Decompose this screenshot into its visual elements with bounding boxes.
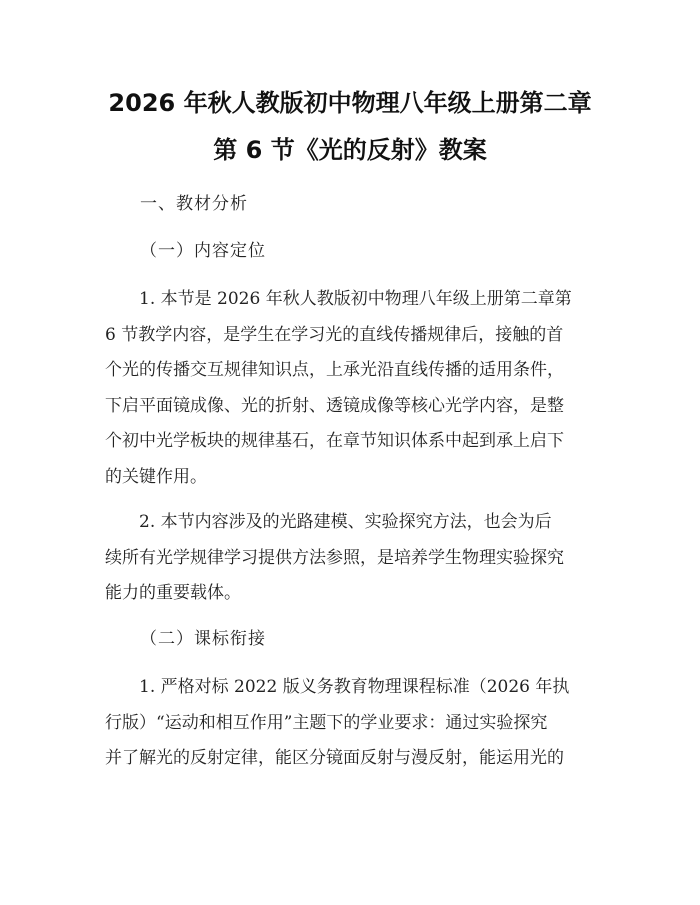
document-title-line-2: 第 6 节《光的反射》教案 (213, 136, 487, 164)
paragraph-line: 的关键作用。 (105, 466, 207, 487)
paragraph-line: 能力的重要载体。 (105, 583, 241, 603)
paragraph-line: 下启平面镜成像、光的折射、透镜成像等核心光学内容，是整 (105, 395, 564, 416)
paragraph-line: 续所有光学规律学习提供方法参照，是培养学生物理实验探究 (105, 547, 564, 568)
paragraph-curriculum-alignment-1 (105, 670, 605, 777)
subsection-heading-content-positioning: （一）内容定位 (140, 241, 266, 261)
paragraph-content-positioning-2 (105, 505, 605, 612)
paragraph-line: 个光的传播交互规律知识点，上承光沿直线传播的适用条件， (105, 360, 564, 380)
document-title-line-1: 2026 年秋人教版初中物理八年级上册第二章 (108, 89, 592, 117)
paragraph-line: 1. 本节是 2026 年秋人教版初中物理八年级上册第二章第 (139, 289, 572, 309)
subsection-heading-curriculum-alignment: （二）课标衔接 (140, 629, 266, 649)
paragraph-line: 个初中光学板块的规律基石，在章节知识体系中起到承上启下 (105, 431, 564, 451)
paragraph-line: 6 节教学内容，是学生在学习光的直线传播规律后，接触的首 (105, 324, 564, 345)
paragraph-content-positioning-1 (105, 282, 605, 495)
section-heading-textbook-analysis: 一、教材分析 (140, 194, 248, 214)
paragraph-line: 行版）“运动和相互作用”主题下的学业要求：通过实验探究 (105, 712, 548, 733)
paragraph-line: 并了解光的反射定律，能区分镜面反射与漫反射，能运用光的 (105, 748, 564, 768)
paragraph-line: 2. 本节内容涉及的光路建模、实验探究方法，也会为后 (139, 512, 552, 532)
paragraph-line: 1. 严格对标 2022 版义务教育物理课程标准（2026 年执 (139, 677, 570, 697)
